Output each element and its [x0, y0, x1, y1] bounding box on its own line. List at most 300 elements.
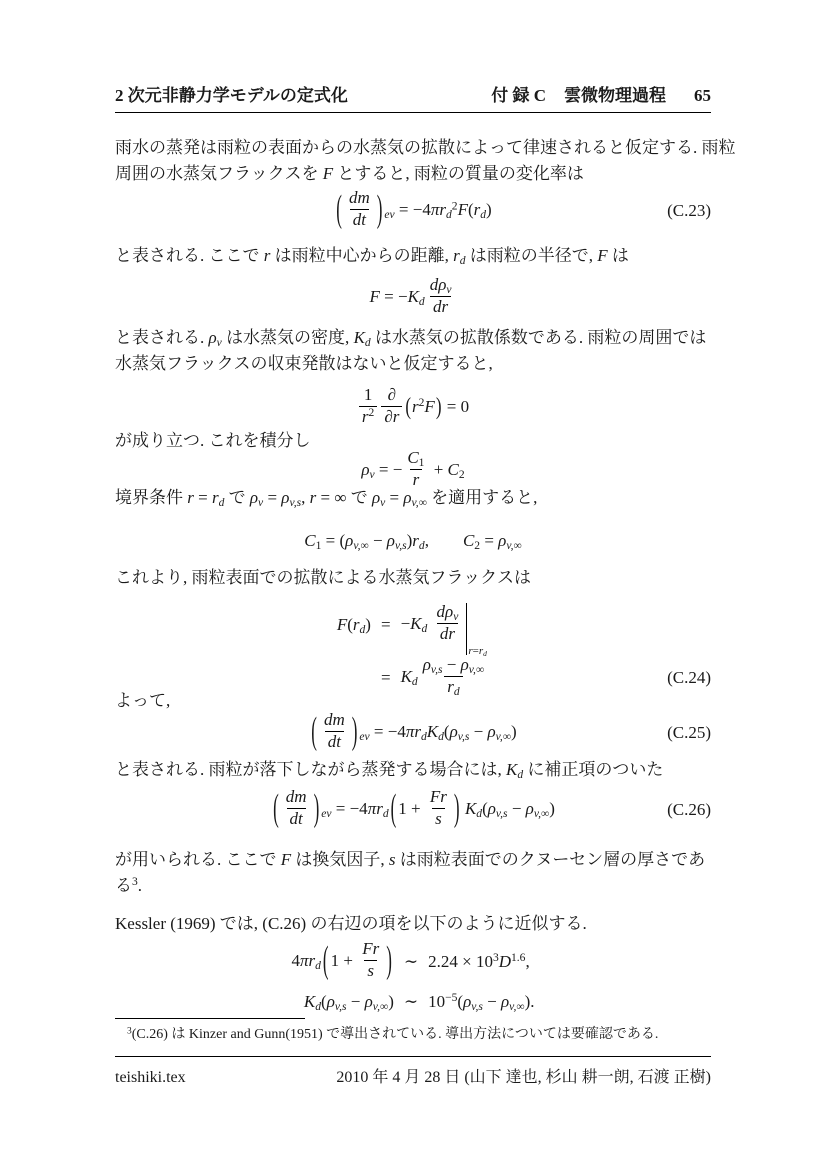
paragraph [115, 485, 711, 511]
math-variable: d [517, 767, 524, 781]
math-variable: ρ [361, 460, 370, 480]
numerator [361, 385, 376, 406]
numerator [321, 710, 348, 731]
math-variable: r [187, 488, 194, 507]
math-variable: d [315, 959, 321, 973]
fraction [321, 710, 348, 752]
math-variable: d [483, 648, 487, 658]
math-variable: F [336, 614, 348, 634]
denominator [364, 960, 377, 982]
text-run: ( [482, 799, 488, 819]
text-run: 境界条件 [115, 488, 188, 507]
text-run: − [482, 992, 501, 1012]
text-line [115, 325, 711, 351]
text-run: − [442, 655, 461, 674]
paren-group [321, 938, 394, 982]
denominator [432, 808, 445, 830]
math-variable: dρ [429, 275, 447, 294]
math-variable: v, [495, 730, 503, 744]
text-run: −5 [445, 991, 458, 1005]
math-expression [369, 277, 456, 319]
math-variable: r [412, 397, 419, 417]
text-run: と表される. 雨粒が落下しながら蒸発する場合には, [115, 760, 506, 779]
text-run: 2 [458, 468, 465, 482]
math-variable: v [216, 335, 222, 349]
equation-tag: (C.26) [667, 800, 711, 820]
open-paren: ( [336, 187, 342, 231]
equation-rhs [428, 992, 534, 1012]
footnote [115, 1018, 711, 1045]
footer-date-authors: 2010 年 4 月 28 日 (山下 達也, 杉山 耕一朗, 石渡 正樹) [336, 1069, 711, 1086]
text-run: 1 + [330, 951, 358, 971]
text-run: ( [321, 992, 327, 1012]
math-variable: v [380, 495, 386, 509]
paragraph [115, 847, 711, 899]
text-run: 1 [363, 385, 373, 404]
denominator [359, 406, 377, 428]
text-run: を適用すると, [426, 488, 538, 507]
subscript [373, 1000, 388, 1013]
math-variable: r [447, 676, 454, 696]
math-variable: ρ [460, 655, 469, 674]
equation [115, 709, 711, 754]
text-line [115, 911, 711, 937]
denominator [350, 209, 369, 231]
paren-group [404, 393, 442, 420]
numerator [346, 188, 373, 209]
superscript [445, 991, 457, 1004]
math-expression [271, 786, 555, 831]
text-run: 1 + [398, 799, 425, 819]
math-variable: d [480, 208, 487, 222]
text-run: , [424, 531, 429, 550]
equation-rhs [428, 952, 530, 972]
math-variable: ρ [403, 488, 412, 507]
math-variable: dm [285, 787, 307, 806]
paragraph [115, 243, 711, 269]
math-variable: v, [468, 662, 476, 676]
text-run: 2 [368, 405, 375, 419]
math-variable: d [411, 675, 418, 689]
fraction [359, 385, 377, 427]
fraction [381, 385, 402, 427]
text-run: ) [406, 531, 413, 550]
text-run: ) [511, 722, 517, 742]
math-variable: v,s [495, 807, 508, 821]
equation [115, 531, 711, 551]
math-variable: v,s [471, 1000, 483, 1014]
subscript [496, 807, 508, 820]
denominator [325, 731, 344, 753]
text-run: に補正項のついた [523, 760, 664, 779]
text-run: は雨粒の半径で, [465, 246, 598, 265]
math-variable: dt [327, 731, 341, 751]
text-run: 1 [315, 538, 322, 552]
math-variable: r [478, 644, 484, 657]
open-paren: ( [405, 393, 412, 420]
math-variable: d [218, 495, 225, 509]
subscript [335, 1000, 347, 1013]
open-paren: ( [322, 938, 329, 982]
text-run: − [507, 799, 526, 819]
math-variable: dr [433, 296, 449, 316]
math-variable: dm [323, 710, 345, 729]
subscript [395, 539, 407, 552]
page-content [115, 0, 736, 1169]
math-variable: d [476, 807, 483, 821]
math-variable: d [421, 621, 428, 635]
footer-row [115, 1064, 711, 1087]
math-variable: K [407, 287, 419, 307]
paren-content [319, 710, 350, 751]
subscript [431, 663, 443, 676]
close-paren: ) [435, 393, 442, 420]
math-variable: v,s [394, 538, 407, 552]
math-variable: ρ [525, 799, 534, 819]
text-run: ∞ [540, 807, 550, 821]
equation-tag: (C.23) [667, 201, 711, 221]
text-run: ( [347, 614, 353, 634]
text-line [115, 161, 711, 187]
paragraph [115, 911, 711, 937]
math-variable: ρ [326, 992, 335, 1012]
math-variable: d [382, 807, 389, 821]
subscript [353, 539, 368, 552]
text-line [115, 688, 711, 714]
paren-group [389, 786, 462, 830]
paren-content [281, 787, 312, 828]
equation [115, 387, 711, 429]
math-variable: ev [384, 208, 395, 222]
equation-lhs [337, 615, 371, 635]
math-variable: v [446, 282, 452, 296]
text-run: = −4 [394, 200, 431, 220]
equation-lhs [291, 938, 394, 983]
running-header [115, 86, 711, 113]
text-run: − [368, 531, 387, 550]
subscript [509, 1000, 524, 1013]
numerator [427, 275, 455, 296]
denominator [437, 623, 458, 645]
fraction [359, 939, 382, 981]
subscript [419, 295, 425, 308]
text-run: 水蒸気フラックスの収束発散はないと仮定すると, [115, 354, 493, 373]
math-variable: v [258, 495, 264, 509]
math-variable: F [597, 246, 608, 265]
math-variable: r [361, 406, 369, 426]
math-variable: v,s [430, 662, 443, 676]
text-line [115, 873, 711, 899]
text-run: = [263, 488, 282, 507]
text-run: ∞ [418, 495, 427, 509]
paragraph [115, 135, 736, 187]
numerator [434, 602, 462, 623]
text-run: Kessler (1969) では, (C.26) の右辺の項を以下のように近似する. [115, 914, 587, 933]
text-run: = −4 [331, 799, 368, 819]
text-run: は換気因子, [291, 850, 389, 869]
text-run: が用いられる. ここで [115, 850, 281, 869]
text-run: よって, [115, 691, 171, 710]
equation-lhs [304, 992, 394, 1012]
math-variable: v [369, 468, 375, 482]
paren-group [271, 786, 321, 830]
paren-group [309, 709, 359, 753]
subscript [321, 807, 331, 820]
math-variable: dρ [436, 601, 454, 621]
math-variable: s [388, 850, 396, 869]
math-variable: d [459, 253, 466, 267]
math-variable: C [447, 460, 459, 480]
math-expression [357, 387, 469, 429]
text-run: ∞ [516, 1000, 525, 1014]
math-variable: K [303, 992, 316, 1012]
text-run: = − [379, 287, 408, 307]
math-variable: v, [372, 1000, 380, 1014]
math-variable: K [426, 722, 439, 742]
math-variable: ∂ [387, 385, 397, 404]
math-variable: C [407, 448, 419, 467]
math-variable: D [498, 952, 512, 972]
text-run: ∞ [513, 538, 522, 552]
math-variable: dr [439, 623, 455, 643]
math-variable: F [424, 397, 435, 417]
paragraph [115, 688, 711, 714]
subscript [469, 663, 484, 676]
math-variable: Fr [362, 939, 380, 958]
math-variable: πr [300, 951, 316, 971]
text-line [115, 485, 711, 511]
text-run: ∞ [475, 662, 485, 676]
math-expression [334, 187, 492, 232]
math-variable: v, [411, 495, 419, 509]
subscript [459, 468, 465, 481]
text-run: とすると, 雨粒の質量の変化率は [333, 164, 584, 183]
math-variable: v,s [334, 1000, 347, 1014]
math-variable: v, [353, 538, 361, 552]
text-line [115, 243, 711, 269]
text-run: で [224, 488, 250, 507]
fraction [283, 787, 310, 829]
math-variable: ρ [345, 531, 354, 550]
equation [115, 277, 711, 319]
text-run: 2 [474, 538, 481, 552]
math-variable: v, [509, 1000, 517, 1014]
superscript [369, 406, 375, 419]
math-variable: K [464, 799, 477, 819]
math-variable: dt [289, 808, 303, 828]
math-variable: s [367, 960, 374, 980]
math-variable: r [453, 246, 460, 265]
text-run: ) [388, 992, 394, 1012]
numerator [404, 448, 427, 469]
math-variable: v,s [457, 730, 470, 744]
text-run: 1.6 [511, 951, 526, 965]
text-run: . [137, 876, 143, 895]
text-run: = −4 [369, 722, 406, 742]
math-variable: ρ [208, 328, 217, 347]
text-run: これより, 雨粒表面での拡散による水蒸気フラックスは [115, 568, 531, 587]
math-variable: ρ [281, 488, 290, 507]
math-expression [309, 709, 517, 754]
math-variable: v,s [289, 495, 302, 509]
subscript [384, 208, 394, 221]
close-paren: ) [351, 709, 358, 753]
math-variable: d [420, 730, 427, 744]
text-run: = ∞ で [316, 488, 372, 507]
text-run: は雨粒中心からの距離, [270, 246, 454, 265]
text-line [115, 757, 711, 783]
subscript [496, 730, 511, 743]
paren-content [344, 188, 375, 229]
text-run: = [480, 531, 499, 550]
relation-symbol: = [380, 615, 391, 634]
math-variable: Fr [429, 787, 447, 806]
math-variable: ρ [364, 992, 373, 1012]
open-paren: ( [311, 709, 317, 753]
fraction [427, 787, 450, 829]
paragraph [115, 325, 711, 377]
text-run: ∞ [502, 730, 512, 744]
equation [115, 187, 711, 232]
paren-content [330, 939, 385, 980]
equation-group [115, 938, 711, 1015]
math-variable: r [473, 200, 481, 220]
math-variable: r [412, 469, 420, 489]
relation-symbol: ∼ [403, 952, 419, 972]
math-variable: F [457, 200, 468, 220]
text-run: 2 [418, 396, 425, 410]
subscript [446, 283, 451, 296]
text-run: と表される. [115, 328, 209, 347]
paragraph [115, 757, 711, 783]
page-number: 65 [694, 86, 711, 105]
denominator [381, 406, 402, 428]
math-variable: F [280, 850, 292, 869]
subscript [412, 675, 418, 688]
superscript [511, 952, 525, 965]
math-variable: d [315, 1000, 322, 1014]
subscript [458, 730, 470, 743]
close-paren: ) [453, 786, 460, 830]
math-variable: d [359, 622, 366, 636]
math-variable: C [462, 531, 475, 550]
math-variable: ρ [386, 531, 395, 550]
text-run: 2.24 × 10 [428, 952, 493, 972]
text-run: は水蒸気の密度, [221, 328, 354, 347]
math-variable: K [400, 667, 412, 687]
math-variable: ρ [449, 722, 458, 742]
text-run: ( [457, 992, 464, 1012]
math-variable: r [263, 246, 271, 265]
text-run: 周囲の水蒸気フラックスを [115, 164, 323, 183]
evaluation-bar [466, 603, 487, 658]
subscript [534, 807, 549, 820]
equation-tag: (C.24) [667, 668, 711, 688]
denominator [430, 296, 451, 318]
math-variable: ρ [249, 488, 259, 507]
text-run: 3 [492, 951, 499, 965]
text-run: が成り立つ. これを積分し [115, 431, 311, 450]
math-variable: dt [352, 209, 366, 229]
paragraph [115, 565, 711, 591]
text-run: は雨粒表面でのクヌーセン層の厚さであ [395, 850, 706, 869]
text-run: ∞ [379, 1000, 389, 1014]
text-run: = 0 [442, 397, 470, 417]
text-run: = [193, 488, 212, 507]
math-variable: ρ [371, 488, 381, 507]
math-variable: r [309, 488, 317, 507]
math-variable: K [506, 760, 518, 779]
math-variable: πr [405, 722, 421, 742]
math-variable: K [410, 613, 422, 633]
text-run: − [400, 613, 411, 633]
text-run: ( [467, 200, 474, 220]
subscript [419, 456, 425, 469]
relation-symbol: = [380, 668, 391, 688]
text-run: , [301, 488, 310, 507]
math-variable: ρ [422, 655, 431, 674]
text-run: 4 [291, 951, 300, 971]
math-variable: ρ [501, 992, 510, 1012]
text-run: − [346, 992, 365, 1012]
paren-group [334, 187, 384, 231]
text-run: ) [549, 799, 555, 819]
math-variable: s [435, 808, 442, 828]
math-variable: v, [506, 538, 514, 552]
header-appendix-label: 付 録 C [491, 86, 546, 105]
text-run: ). [524, 992, 535, 1012]
fraction [434, 602, 462, 644]
subscript [359, 730, 369, 743]
text-run: − [469, 722, 488, 742]
math-variable: r [412, 531, 419, 550]
numerator [385, 385, 399, 406]
text-run: ∞ [360, 538, 369, 552]
text-run: 雨水の蒸発は雨粒の表面からの水蒸気の拡散によって律速されると仮定する. 雨粒 [115, 138, 736, 157]
text-run: = ( [321, 531, 346, 550]
header-right [491, 86, 711, 106]
text-run: , [525, 952, 530, 972]
math-variable: F [369, 287, 380, 307]
subscript [289, 496, 301, 509]
text-run: 1 [418, 455, 425, 469]
text-run: ) [365, 614, 371, 634]
footnote-rule [115, 1018, 305, 1019]
equation-rhs [400, 599, 487, 658]
text-run: = [385, 488, 404, 507]
math-variable: d [364, 335, 371, 349]
math-variable: πr [430, 200, 446, 220]
paren-content [398, 787, 452, 828]
text-run: = − [374, 460, 403, 480]
text-run: ) [486, 200, 492, 220]
text-line [115, 351, 711, 377]
page-footer [115, 1056, 711, 1087]
math-variable: v, [533, 807, 541, 821]
subscript [471, 1000, 483, 1013]
close-paren: ) [376, 187, 383, 231]
close-paren: ) [386, 938, 392, 982]
text-run: + [429, 460, 448, 480]
math-variable: r [468, 644, 473, 657]
math-variable: r [352, 614, 360, 634]
text-run: は [607, 246, 629, 265]
text-line [115, 847, 711, 873]
math-variable: d [453, 684, 460, 698]
text-run: と表される. ここで [115, 246, 264, 265]
subscript [422, 622, 428, 635]
text-run: 3 [127, 1026, 132, 1037]
